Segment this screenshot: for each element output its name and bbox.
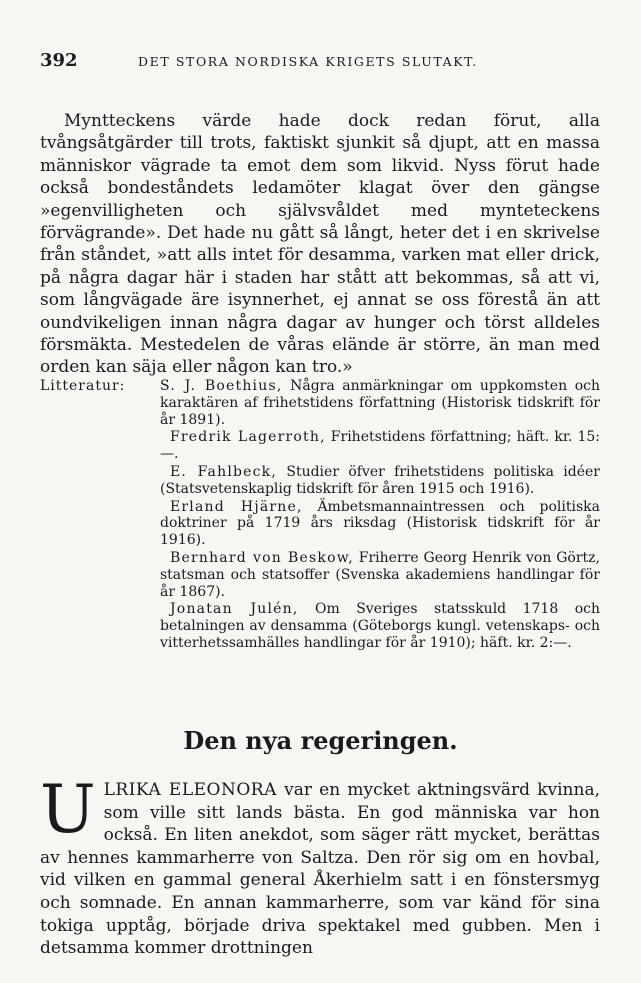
entry-text: Ämbetsmannaintressen och politiska doktriner på 1719 års riksdag (Historisk tidskrift för år 1916). bbox=[160, 498, 600, 549]
entry-text: Några anmärkningar om uppkomsten och karaktären af frihetstidens författning (Historisk tidskrift för år 1891). bbox=[160, 378, 600, 428]
literature-entry bbox=[160, 378, 600, 428]
section-title: Den nya regeringen. bbox=[183, 725, 458, 755]
entry-author: E. Fahlbeck, bbox=[170, 463, 278, 480]
body-paragraph-2 bbox=[40, 771, 600, 960]
literature-list bbox=[160, 378, 600, 653]
entry-text: Om Sveriges statsskuld 1718 och betalningen av densamma (Göteborgs kungl. vetenskaps- och vitterhetssamhälles handlingar för år 1910); häft. kr. 2:—. bbox=[160, 601, 600, 651]
entry-author: Fredrik Lagerroth, bbox=[170, 429, 326, 446]
entry-text: Frihetstidens författning; häft. kr. 15:—. bbox=[160, 429, 601, 463]
entry-author: Jonatan Julén, bbox=[170, 601, 299, 618]
literature-entry bbox=[160, 499, 600, 549]
page-header bbox=[40, 50, 600, 74]
paragraph-lead: LRIKA ELEONORA bbox=[103, 780, 277, 800]
literature-entry bbox=[160, 601, 600, 651]
page-number: 392 bbox=[40, 50, 78, 71]
running-title: DET STORA NORDISKA KRIGETS SLUTAKT. bbox=[138, 54, 478, 69]
entry-author: S. J. Boethius, bbox=[160, 378, 283, 394]
literature-entry bbox=[160, 464, 600, 498]
literature-label: Litteratur: bbox=[40, 378, 126, 394]
paragraph-text: var en mycket aktningsvärd kvinna, som ville sitt lands bästa. En god människa var hon också. En liten anekdot, som säger rätt mycket, berättas av hennes kammarherre von Saltza. Den rör sig om en hovbal, vid vilken en gammal general Åkerhielm satt i en fönstersmyg och somnade. En annan kammarherre, som var känd för sina tokiga upptåg, började driva spektakel med gubben. Men i detsamma kommer drottningen bbox=[40, 780, 600, 959]
entry-author: Erland Hjärne, bbox=[170, 498, 303, 515]
entry-author: Bernhard von Beskow, bbox=[170, 549, 354, 566]
drop-cap: U bbox=[40, 771, 96, 848]
body-paragraph-1: Myntteckens värde hade dock redan förut, alla tvångsåtgärder till trots, faktiskt sjunkit så djupt, att en massa människor vägrade ta emot dem som likvid. Nyss förut hade också bondeståndets ledamöter klagat över den gängse »egenvilligheten och självsvåldet med mynteteckens förvägrande». Det hade nu gått så långt, heter det i en skrivelse från ståndet, »att alls intet för desamma, varken mat eller drick, på några dagar här i staden har stått att bekommas, så att vi, som långvägade äre isynnerhet, ej annat se oss förestå än att oundvikeligen innan några dagar av hunger och törst alldeles försmäkta. Mestedelen de våras elände är större, än man med orden kan säja eller någon kan tro.» bbox=[40, 111, 600, 378]
literature-entry bbox=[160, 550, 600, 600]
entry-text: Friherre Georg Henrik von Görtz, statsman och statsoffer (Svenska akademiens handlingar för år 1867). bbox=[160, 549, 600, 600]
entry-text: Studier öfver frihetstidens politiska idéer (Statsvetenskaplig tidskrift för åren 1915 och 1916). bbox=[160, 463, 600, 497]
literature-entry bbox=[160, 429, 600, 463]
